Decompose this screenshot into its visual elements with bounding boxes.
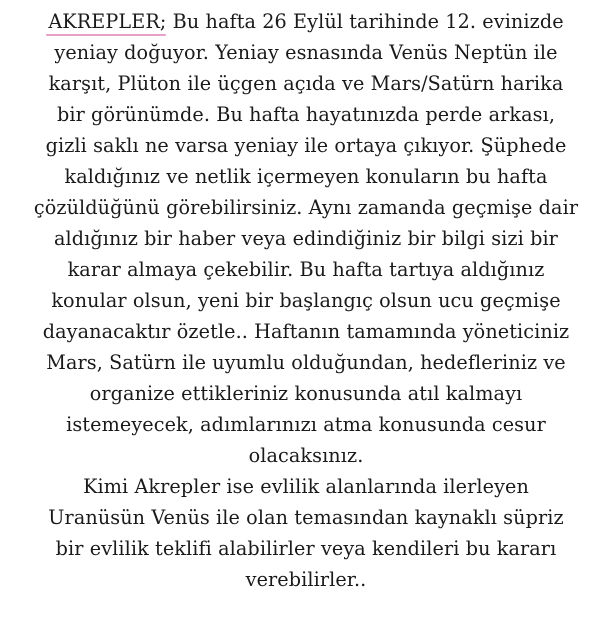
text-line-17: Uranüsün Venüs ile olan temasından kaynaklı süpriz (48, 506, 564, 529)
text-line-5: gizli saklı ne varsa yeniay ile ortaya çıkıyor. Şüphede (45, 134, 567, 157)
horoscope-document (0, 6, 612, 595)
text-line-16: Kimi Akrepler ise evlilik alanlarında ilerleyen (83, 475, 529, 498)
text-line-10: konular olsun, yeni bir başlangıç olsun ucu geçmişe (51, 289, 561, 312)
text-line-2: yeniay doğuyor. Yeniay esnasında Venüs Neptün ile (54, 41, 558, 64)
text-line-7: çözüldüğünü görebilirsiniz. Aynı zamanda geçmişe dair (33, 196, 579, 219)
text-line-14: istemeyecek, adımlarınızı atma konusunda cesur (66, 413, 546, 436)
text-line-4: bir görünümde. Bu hafta hayatınızda perde arkası, (56, 103, 556, 126)
text-line-8: aldığınız bir haber veya edindiğiniz bir bilgi sizi bir (54, 227, 558, 250)
first-line-rest: ; Bu hafta 26 Eylül tarihinde 12. evinizde (159, 10, 564, 33)
heading-underline (46, 34, 166, 36)
text-line-12: Mars, Satürn ile uyumlu olduğundan, hedefleriniz ve (46, 351, 566, 374)
text-line-13: organize ettikleriniz konusunda atıl kalmayı (89, 382, 523, 405)
text-line-11: dayanacaktır özetle.. Haftanın tamamında yöneticiniz (42, 320, 570, 343)
heading-word (48, 6, 160, 37)
text-line-9: karar almaya çekebilir. Bu hafta tartıya aldığınız (67, 258, 545, 281)
text-line-18: bir evlilik teklifi alabilirler veya kendileri bu kararı (55, 537, 557, 560)
text-line-6: kaldığınız ve netlik içermeyen konuların bu hafta (64, 165, 548, 188)
text-line-19: verebilirler.. (245, 568, 367, 591)
heading-word-text: AKREPLER (48, 10, 160, 33)
text-line-3: karşıt, Plüton ile üçgen açıda ve Mars/Satürn harika (48, 72, 564, 95)
text-line-15: olacaksınız. (248, 444, 364, 467)
text-line-1 (0, 6, 612, 37)
